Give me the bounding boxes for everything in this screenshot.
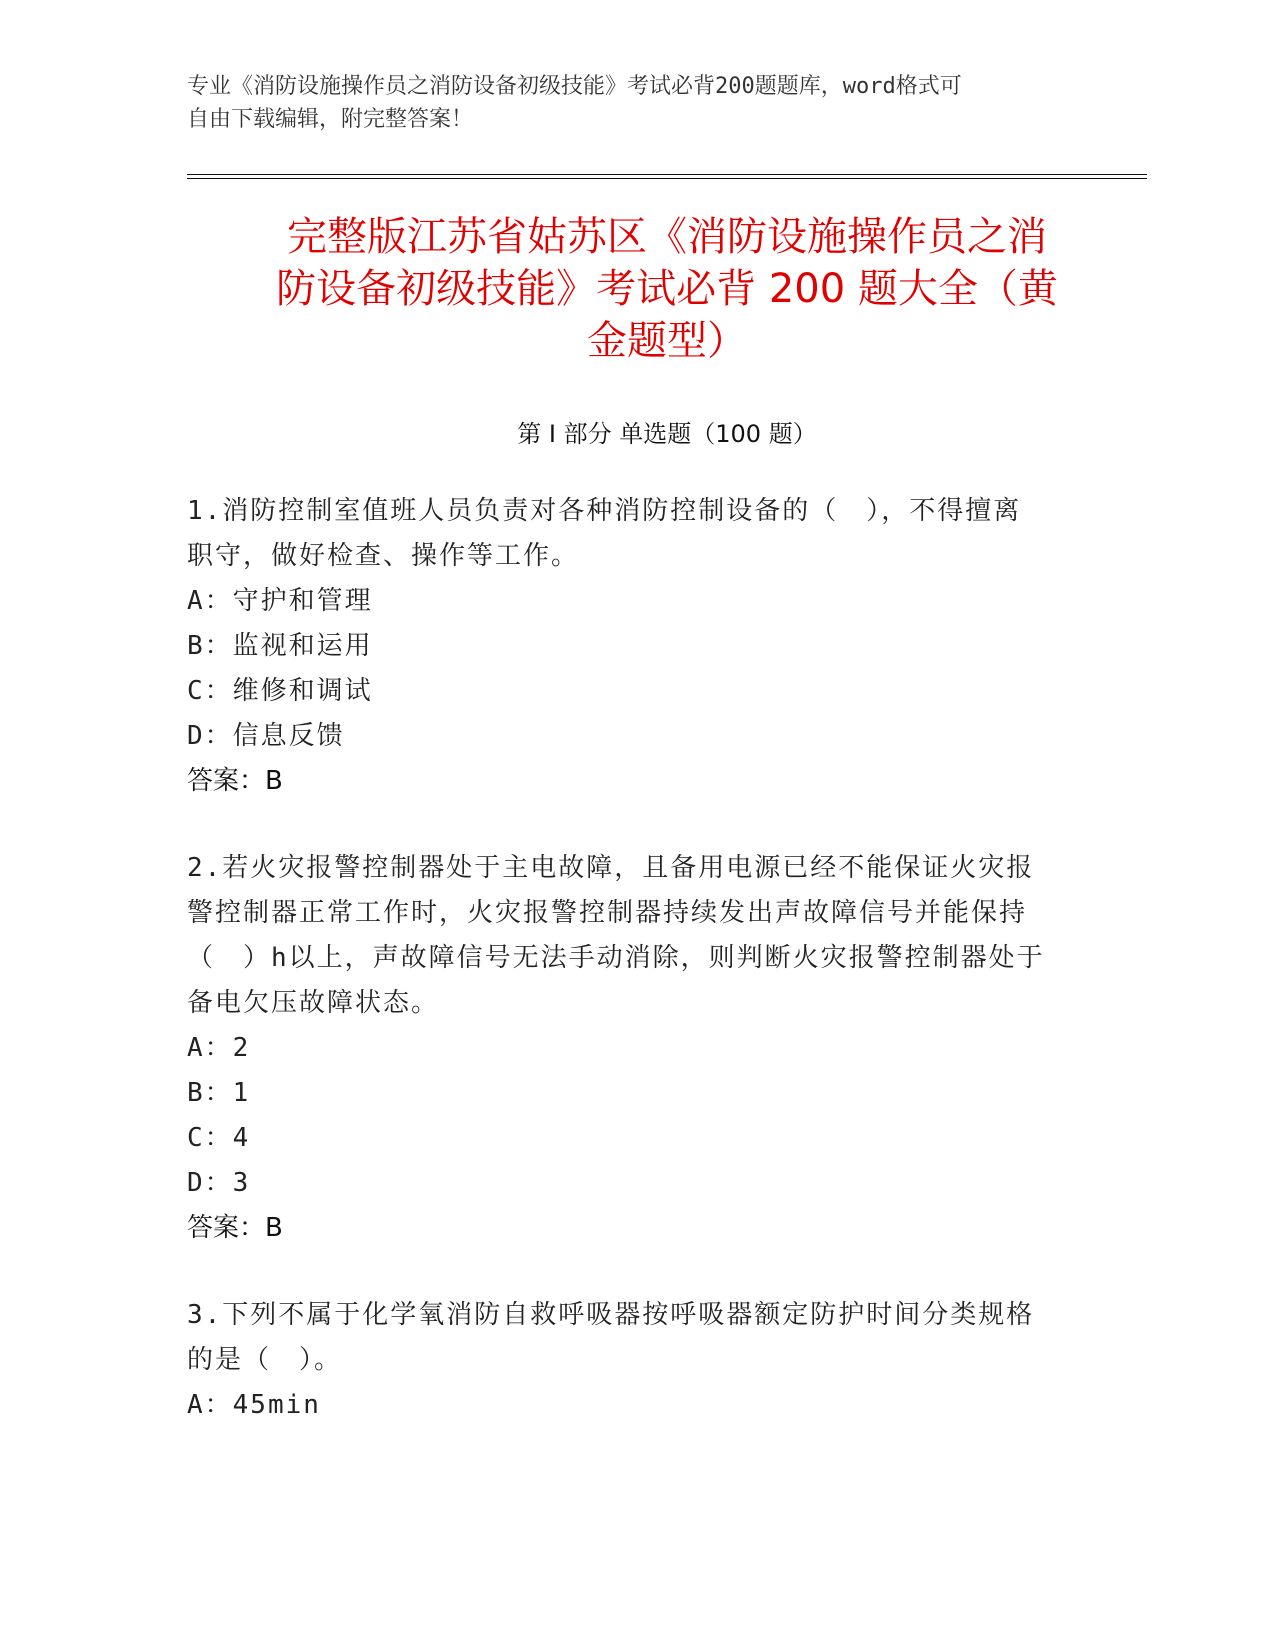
answer-label: 答案：B bbox=[187, 766, 283, 796]
document-page bbox=[187, 70, 1147, 1470]
option-a: A：2 bbox=[187, 1033, 251, 1063]
question-stem-line: 警控制器正常工作时，火灾报警控制器持续发出声故障信号并能保持 bbox=[187, 898, 1028, 928]
question-stem-line: 1.消防控制室值班人员负责对各种消防控制设备的（ ），不得擅离 bbox=[187, 496, 1022, 526]
document-title bbox=[187, 211, 1147, 367]
question-item bbox=[187, 846, 1147, 1251]
title-line: 防设备初级技能》考试必背 200 题大全（黄 bbox=[276, 266, 1058, 312]
question-stem-line: （ ）h以上，声故障信号无法手动消除，则判断火灾报警控制器处于 bbox=[187, 943, 1045, 973]
question-list bbox=[187, 489, 1147, 1428]
header-note-line: 自由下载编辑，附完整答案！ bbox=[187, 107, 474, 132]
title-line: 完整版江苏省姑苏区《消防设施操作员之消 bbox=[287, 214, 1047, 260]
header-divider bbox=[187, 174, 1147, 179]
question-stem-line: 职守，做好检查、操作等工作。 bbox=[187, 541, 580, 571]
option-c: C：维修和调试 bbox=[187, 676, 373, 706]
question-item bbox=[187, 1293, 1147, 1428]
section-title: 第 I 部分 单选题（100 题） bbox=[517, 420, 817, 448]
option-b: B：1 bbox=[187, 1078, 251, 1108]
option-a: A：守护和管理 bbox=[187, 586, 373, 616]
option-d: D：信息反馈 bbox=[187, 721, 345, 751]
option-c: C：4 bbox=[187, 1123, 251, 1153]
header-note bbox=[187, 70, 1147, 136]
title-line: 金题型） bbox=[587, 318, 747, 364]
question-stem-line: 备电欠压故障状态。 bbox=[187, 988, 440, 1018]
question-stem-line: 3.下列不属于化学氧消防自救呼吸器按呼吸器额定防护时间分类规格 bbox=[187, 1300, 1035, 1330]
answer-label: 答案：B bbox=[187, 1213, 283, 1243]
option-b: B：监视和运用 bbox=[187, 631, 373, 661]
question-item bbox=[187, 489, 1147, 804]
divider-line bbox=[187, 174, 1147, 175]
divider-line bbox=[187, 178, 1147, 179]
option-a: A：45min bbox=[187, 1390, 321, 1420]
option-d: D：3 bbox=[187, 1168, 251, 1198]
question-stem-line: 的是（ ）。 bbox=[187, 1345, 343, 1375]
question-stem-line: 2.若火灾报警控制器处于主电故障，且备用电源已经不能保证火灾报 bbox=[187, 853, 1035, 883]
header-note-line: 专业《消防设施操作员之消防设备初级技能》考试必背200题题库，word格式可 bbox=[187, 74, 962, 99]
